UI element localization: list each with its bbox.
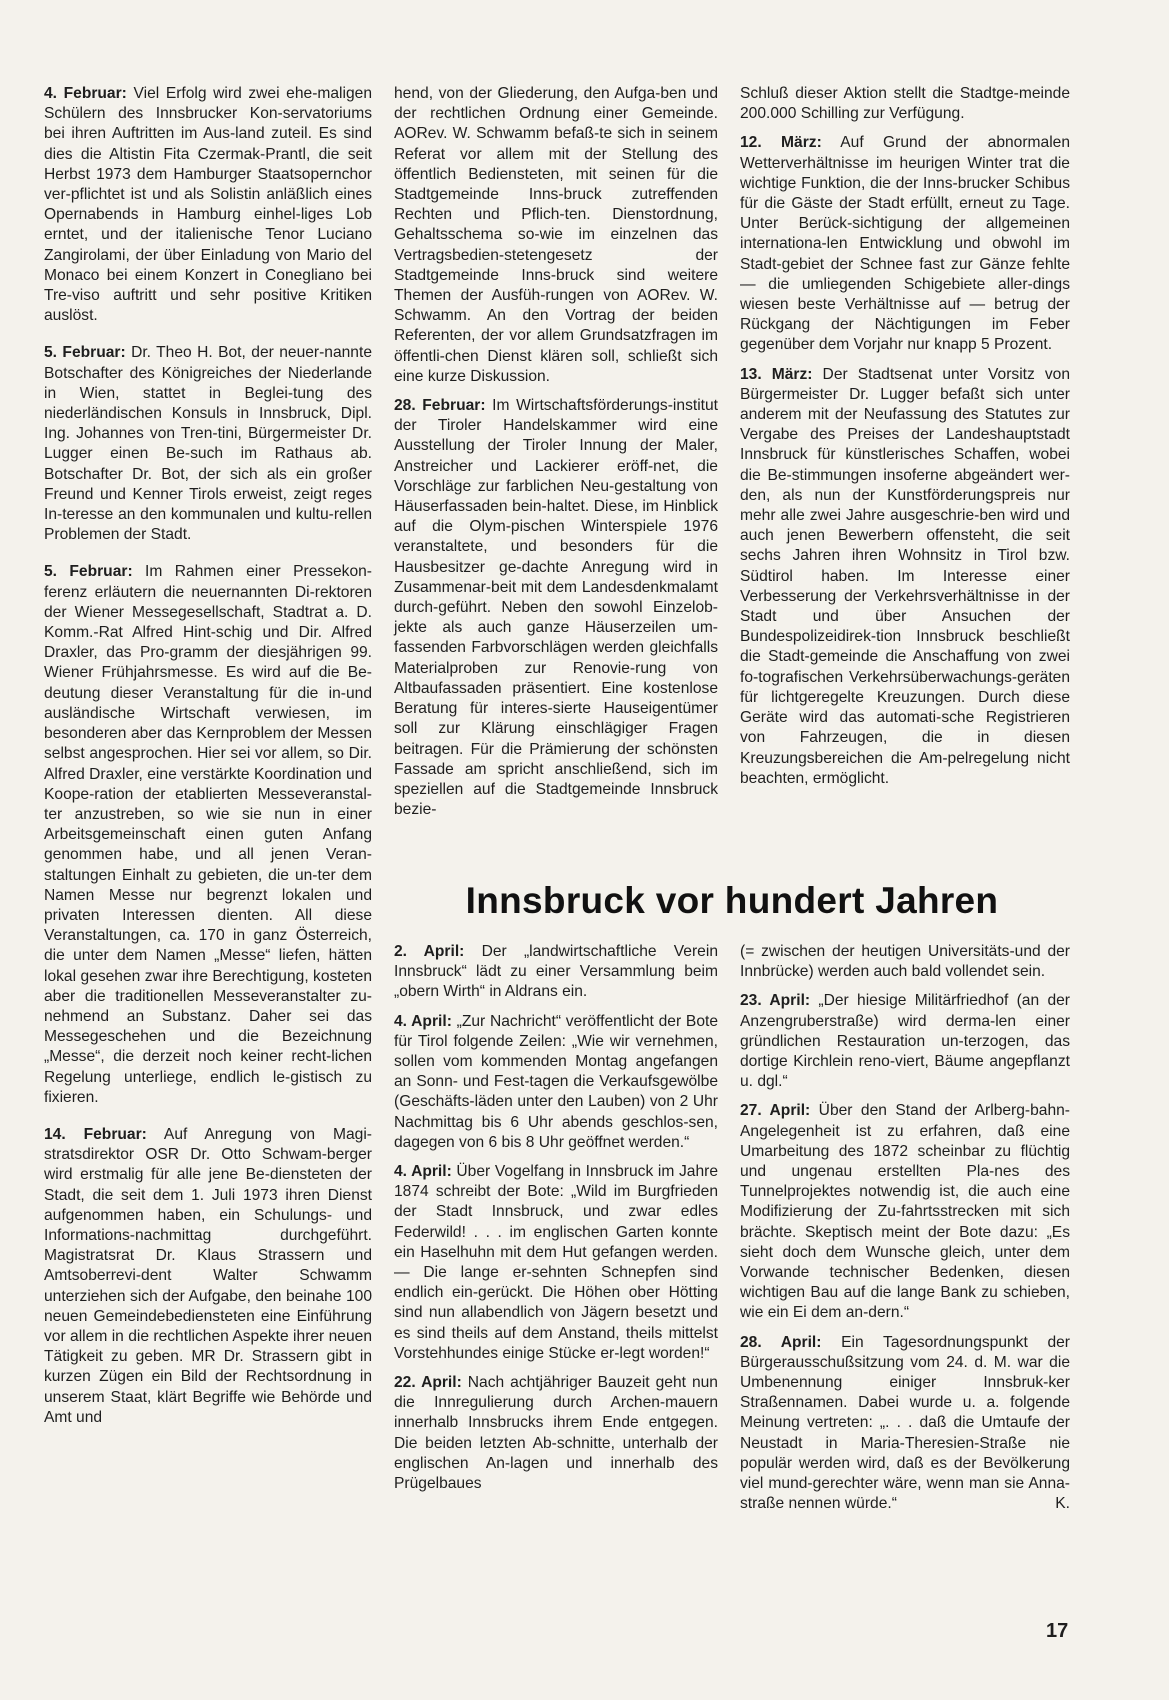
entry-text: Im Rahmen einer Pressekon-ferenz erläutern die neuernannten Di-rektoren der Wiener Messegesellschaft, Stadtrat a. D. Komm.-Rat Alfred Hint-schig und Dir. Alfred Draxler, das Pro-gramm der diesjährigen 99. Wiener Frühjahrsmesse. Es wird auf die Be-deutung dieser Veranstaltung für die in-und ausländische Wirtschaft verwiesen, im besonderen aber das Kernproblem der Messen selbst angesprochen. Hier sei vor allem, so Dir. Alfred Draxler, eine verstärkte Koordination und Koope-ration der etablierten Messeveranstal-ter anzustreben, so wie sie nun in einer Arbeitsgemeinschaft einen guten Anfang genommen habe, und all jenen Veran-staltungen Einhalt zu gebieten, die un-ter dem Namen Messe nur begrenzt lokalen und privaten Interessen dienten. All diese Veranstaltungen, ca. 170 in ganz Österreich, die unter dem Namen „Messe“ liefen, hätten lokal gesehen zwar ihre Berechtigung, kosteten aber die traditionellen Messeveranstalter zu-nehmend an Substanz. Daher sei das Messegeschehen und die Bezeichnung „Messe“, die derzeit noch keiner recht-lichen Regelung unterliege, endlich le-gistisch zu fixieren. (44, 563, 373, 1106)
entry-text: Über den Stand der Arlberg-bahn-Angelegenheit ist zu erfahren, daß eine Umarbeitung des 1872 scheinbar zu flüchtig und ungenau erstellten Pla-nes des Tunnelprojektes notwendig ist, die auch eine Modifizierung der Zu-fahrtsstrecken mit sich brächte. Skeptisch meint der Bote dazu: „Es sieht doch dem Wunsche gleich, unter dem Vorwande technischer Bedenken, diesen wichtigen Bau auf die lange Bank zu schieben, wie ein Ei dem an-dern.“ (740, 1102, 1070, 1322)
entry-date: 28. Februar: (394, 397, 486, 415)
entry-text: Viel Erfolg wird zwei ehe-maligen Schülern des Innsbrucker Kon-servatoriums bei ihren Auftritten im Aus-land zuteil. Es sind dies die Altistin Fita Czermak-Prantl, die seit Herbst 1973 dem Hamburger Staatsopernchor ver-pflichtet ist und als Solistin anläßlich eines Opernabends in Hamburg einhel-liges Lob erntet, und der italienische Tenor Luciano Zangirolami, der über Einladung von Mario del Monaco bei einem Konzert in Conegliano bei Tre-viso auftritt und sehr positive Kritiken auslöst. (44, 85, 372, 325)
entry-text: Schluß dieser Aktion stellt die Stadtge-meinde 200.000 Schilling zur Verfügung. (740, 85, 1070, 123)
entry-text: Im Wirtschaftsförderungs-institut der Tiroler Handelskammer wird eine Ausstellung der Tiroler Innung der Maler, Anstreicher und Lackierer eröff-net, die Vorschläge zur farblichen Neu-gestaltung von Häuserfassaden bein-haltet. Diese, im Hinblick auf die Olym-pischen Winterspiele 1976 veranstaltete, und besonders für die Hausbesitzer ge-dachte Anregung wird in Zusammenar-beit mit dem Landesdenkmalamt durch-geführt. Neben den sowohl Einzelob-jekte als auch ganze Häuserzeilen um-fassenden Farbvorschlägen werden gleichfalls Materialproben zur Renovie-rung von Altbaufassaden präsentiert. Eine kostenlose Beratung für interes-sierte Hauseigentümer soll zur Klärung einschlägiger Fragen beitragen. Für die Prämierung der schönsten Fassade am spricht anschließend, sich im speziellen auf die Stadtgemeinde Innsbruck bezie- (394, 397, 718, 819)
entry (740, 1333, 1070, 1515)
column-1 (44, 84, 372, 1445)
entry (740, 991, 1070, 1092)
entry (394, 1162, 718, 1364)
entry (44, 1125, 372, 1428)
entry (394, 942, 718, 1003)
entry (44, 84, 372, 326)
entry-text: Der „landwirtschaftliche Verein Innsbruck“ lädt zu einer Versammlung beim „obern Wirth“ in Aldrans ein. (394, 943, 718, 1001)
entry-date: 2. April: (394, 943, 465, 960)
entry (394, 396, 718, 820)
entry-date: 5. Februar: (44, 563, 133, 581)
column-3 (740, 84, 1070, 806)
entry (44, 343, 372, 545)
entry-text: Auf Anregung von Magi-stratsdirektor OSR Dr. Otto Schwam-berger wird erstmalig für alle jene Be-diensteten der Stadt, die seit dem 1. Juli 1973 ihren Dienst aufgenommen haben, ein Schulungs- und Informations-nachmittag durchgeführt. Magistratsrat Dr. Klaus Strassern und Amtsoberrevi-dent Walter Schwamm unterziehen sich der Aufgabe, den beinahe 100 neuen Gemeindebediensteten eine Einführung vor allem in die rechtlichen Aspekte ihrer neuen Tätigkeit zu geben. MR Dr. Strassern gibt in kurzen Zügen ein Bild der Rechtsordnung in unserem Staat, klärt Begriffe wie Behörde und Amt und (44, 1125, 372, 1426)
section-headline: Innsbruck vor hundert Jahren (465, 880, 999, 921)
page-number: 17 (1046, 1620, 1069, 1642)
entry-date: 28. April: (740, 1333, 822, 1351)
entry-date: 4. April: (394, 1012, 452, 1030)
column-2-lower (394, 942, 718, 1503)
entry-date: 23. April: (740, 992, 811, 1010)
entry (394, 1373, 718, 1494)
entry-text: Auf Grund der abnormalen Wetterverhältnisse im heurigen Winter trat die wichtige Funktion, die der Inns-brucker Schibus für die Gäste der Stadt erfüllt, erneut zu Tage. Unter Berück-sichtigung der allgemeinen internationa-len Entwicklung und obwohl im Stadt-gebiet der Schnee fast zur Gänze fehlte — die umliegenden Schigebiete aller-dings wiesen beste Verhältnisse auf — betrug der Rückgang der Nächtigungen im Feber gegenüber dem Vorjahr nur knapp 5 Prozent. (740, 134, 1070, 354)
entry-date: 13. März: (740, 365, 813, 383)
entry-text: „Der hiesige Militärfriedhof (an der Anzengruberstraße) wird derma-len einer gründlichen Restauration un-terzogen, das dortige Kirchlein reno-viert, Bäume angepflanzt u. dgl.“ (740, 992, 1070, 1091)
column-3-lower (740, 942, 1070, 1523)
entry-date: 27. April: (740, 1102, 811, 1120)
entry (740, 133, 1070, 355)
author-signature: K. (1055, 1495, 1070, 1513)
entry (394, 84, 718, 387)
entry (394, 1012, 718, 1153)
column-2 (394, 84, 718, 837)
entry-date: 22. April: (394, 1374, 462, 1392)
entry (740, 1101, 1070, 1323)
entry (44, 562, 372, 1107)
entry-date: 14. Februar: (44, 1125, 147, 1143)
entry-date: 4. April: (394, 1163, 452, 1181)
entry-date: 12. März: (740, 134, 822, 152)
entry-text: Über Vogelfang in Innsbruck im Jahre 1874 schreibt der Bote: „Wild im Burgfrieden der Stadt Innsbruck, und zwar edles Federwild! . . . im englischen Garten konnte ein Haselhuhn mit dem Hut gefangen werden. — Die lange er-sehnten Schnepfen sind endlich ein-gerückt. Die Höhen ober Hötting sind nun allabendlich von Jägern besetzt und es sind theils auf dem Anstand, theils mittelst Vorstehhundes einige Stücke er-legt worden!“ (394, 1163, 718, 1362)
entry (740, 84, 1070, 124)
entry-text: Nach achtjähriger Bauzeit geht nun die Innregulierung durch Archen-mauern innerhalb Innsbrucks ihrem Ende entgegen. Die beiden letzten Ab-schnitte, unterhalb der englischen An-lagen und innerhalb des Prügelbaues (394, 1374, 718, 1493)
entry-text: Dr. Theo H. Bot, der neuer-nannte Botschafter des Königreiches der Niederlande in Wien, stattet in Beglei-tung des niederländischen Konsuls in Innsbruck, Dipl. Ing. Johannes von Tren-tini, Bürgermeister Dr. Lugger einen Be-such im Rathaus ab. Botschafter Dr. Bot, der sich als ein großer Freund und Kenner Tirols erweist, zeigt reges In-teresse an den kommunalen und kultu-rellen Problemen der Stadt. (44, 344, 372, 544)
entry-date: 5. Februar: (44, 344, 126, 362)
entry (740, 942, 1070, 982)
entry-text: (= zwischen der heutigen Universitäts-und der Innbrücke) werden auch bald vollendet sein. (740, 943, 1070, 981)
entry-text: Der Stadtsenat unter Vorsitz von Bürgermeister Dr. Lugger befaßt sich unter anderem mit der Neufassung des Statutes zur Vergabe des Preises der Landeshauptstadt Innsbruck für künstlerisches Schaffen, wobei die Be-stimmungen insoferne abgeändert wer-den, als nun der Kunstförderungspreis nur mehr alle zwei Jahre ausgeschrie-ben wird und auch jenen Bewerbern offensteht, die seit sechs Jahren ihren Wohnsitz in Tirol bzw. Südtirol haben. Im Interesse einer Verbesserung der Verkehrsverhältnisse in der Stadt und über Ansuchen der Bundespolizeidirek-tion Innsbruck beschließt die Stadt-gemeinde die Anschaffung von zwei fo-tografischen Verkehrsüberwachungs-geräten für lichtgeregelte Kreuzungen. Durch diese Geräte wird das automati-sche Registrieren von Fahrzeugen, die in diesen Kreuzungsbereichen die Am-pelregelung nicht beachten, ermöglicht. (740, 365, 1071, 787)
entry-date: 4. Februar: (44, 85, 127, 102)
entry-text: Ein Tagesordnungspunkt der Bürgerausschußsitzung vom 24. d. M. war die Umbenennung einiger Innsbruk-ker Straßennamen. Dabei wurde u. a. folgende Meinung vertreten: „. . . daß die Umtaufe der Neustadt in Maria-Theresien-Straße nie populär werden wird, daß es der Bevölkerung viel mund-gerechter wäre, wenn man sie Anna-straße nennen würde.“ (740, 1333, 1070, 1513)
entry (740, 365, 1070, 789)
entry-text: hend, von der Gliederung, den Aufga-ben und der rechtlichen Ordnung einer Gemeinde. AORev. W. Schwamm befaß-te sich in seinem Referat vor allem mit der Stellung des öffentlich Bediensteten, mit seinen für die Stadtgemeinde Inns-bruck zutreffenden Rechten und Pflich-ten. Dienstordnung, Gehaltsschema so-wie im einzelnen das Vertragsbedien-stetengesetz der Stadtgemeinde Inns-bruck sind weitere Themen der Ausfüh-rungen von AORev. W. Schwamm. An den Vortrag der beiden Referenten, der vor allem Grundsatzfragen im öffentli-chen Dienst klären soll, schließt sich eine kurze Diskussion. (394, 85, 718, 385)
entry-text: „Zur Nachricht“ veröffentlicht der Bote für Tirol folgende Zeilen: „Wie wir vernehmen, sollen vom kommenden Montag angefangen an Sonn- und Fest-tagen die Verkaufsgewölbe (Geschäfts-läden unter den Lauben) von 2 Uhr Nachmittag bis 6 Uhr abends geschlos-sen, dagegen von 6 bis 8 Uhr geöffnet werden.“ (394, 1012, 718, 1151)
